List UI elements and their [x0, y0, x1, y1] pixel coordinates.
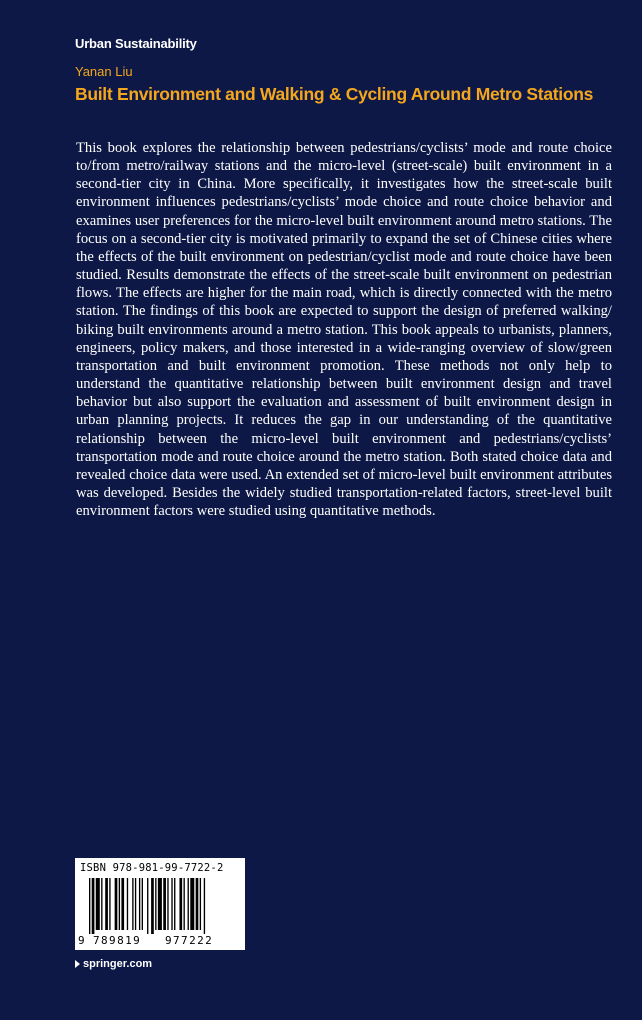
barcode-bar: [105, 878, 108, 930]
barcode-bar: [96, 878, 100, 930]
ean-right-digits: 977222: [165, 934, 214, 947]
barcode-bar: [147, 878, 148, 934]
barcode-bar: [184, 878, 185, 930]
barcode-bar: [188, 878, 189, 930]
publisher-url: springer.com: [83, 958, 153, 970]
publisher-link[interactable]: [75, 958, 152, 970]
barcode-bar: [132, 878, 133, 930]
barcode-bar: [115, 878, 118, 930]
book-description: This book explores the relationship between pedestrians/cyclists’ mode and route choice to/from metro/railway stations and the micro-level (street-scale) built environment in a second-tier city in China. More specifically, it investigates how the street-scale built environment influences pedestrians/cyclists’ mode choice and route choice behavior and examines user preferences for the micro-level built environment around metro stations. The focus on a second-tier city is motivated primarily to expand the set of Chinese cities where the effects of the built environment on pedestrian/cyclist mode and route choice have been studied. Results demonstrate the effects of the street-scale built environment on pedestrian flows. The effects are higher for the main road, which is directly connected with the metro station. The findings of this book are expected to support the design of preferred walking/ biking built environments around a metro station. This book appeals to urbanists, planners, engineers, policy makers, and those interested in a wide-ranging overview of slow/green transportation and built environment promotion. These methods not only help to understand the quantitative relationship between built environment design and travel behavior but also support the evaluation and assessment of built environment design in urban planning projects. It reduces the gap in our understanding of the quantitative relationship between the micro-level built environment and pedestrians/cyclists’ transportation mode and route choice around the metro station. Both stated choice data and revealed choice data were used. An extended set of micro-level built environment attributes was developed. Besides the widely studied transportation-related factors, street-level built environment factors were studied using quantitative methods.: [76, 140, 612, 520]
barcode-bar: [89, 878, 90, 934]
barcode-bars: [89, 878, 239, 934]
barcode-bar: [174, 878, 175, 930]
isbn-label: ISBN 978-981-99-7722-2: [80, 862, 224, 874]
barcode-bar: [158, 878, 162, 930]
barcode-bar: [155, 878, 156, 930]
arrow-icon: [75, 960, 80, 968]
barcode-panel: [75, 858, 245, 950]
barcode-bar: [204, 878, 205, 934]
barcode-bar: [200, 878, 201, 930]
barcode-bar: [167, 878, 168, 930]
barcode-bar: [142, 878, 143, 930]
barcode-bar: [127, 878, 128, 930]
series-name: Urban Sustainability: [75, 36, 197, 51]
ean-first-digit: 9: [78, 934, 85, 947]
barcode-bar: [171, 878, 172, 930]
author-name: Yanan Liu: [75, 64, 133, 79]
barcode-bar: [190, 878, 194, 930]
barcode-bar: [121, 878, 124, 930]
barcode-bar: [109, 878, 110, 930]
barcode-bar: [151, 878, 154, 934]
barcode-bar: [179, 878, 182, 930]
barcode-bar: [101, 878, 102, 930]
ean-left-digits: 789819: [93, 934, 142, 947]
barcode-bar: [119, 878, 120, 930]
barcode-bar: [196, 878, 199, 930]
barcode-bar: [135, 878, 136, 930]
book-title: Built Environment and Walking & Cycling Around Metro Stations: [75, 84, 594, 104]
barcode-bar: [92, 878, 95, 934]
barcode-bar: [139, 878, 140, 930]
barcode-bar: [163, 878, 166, 930]
